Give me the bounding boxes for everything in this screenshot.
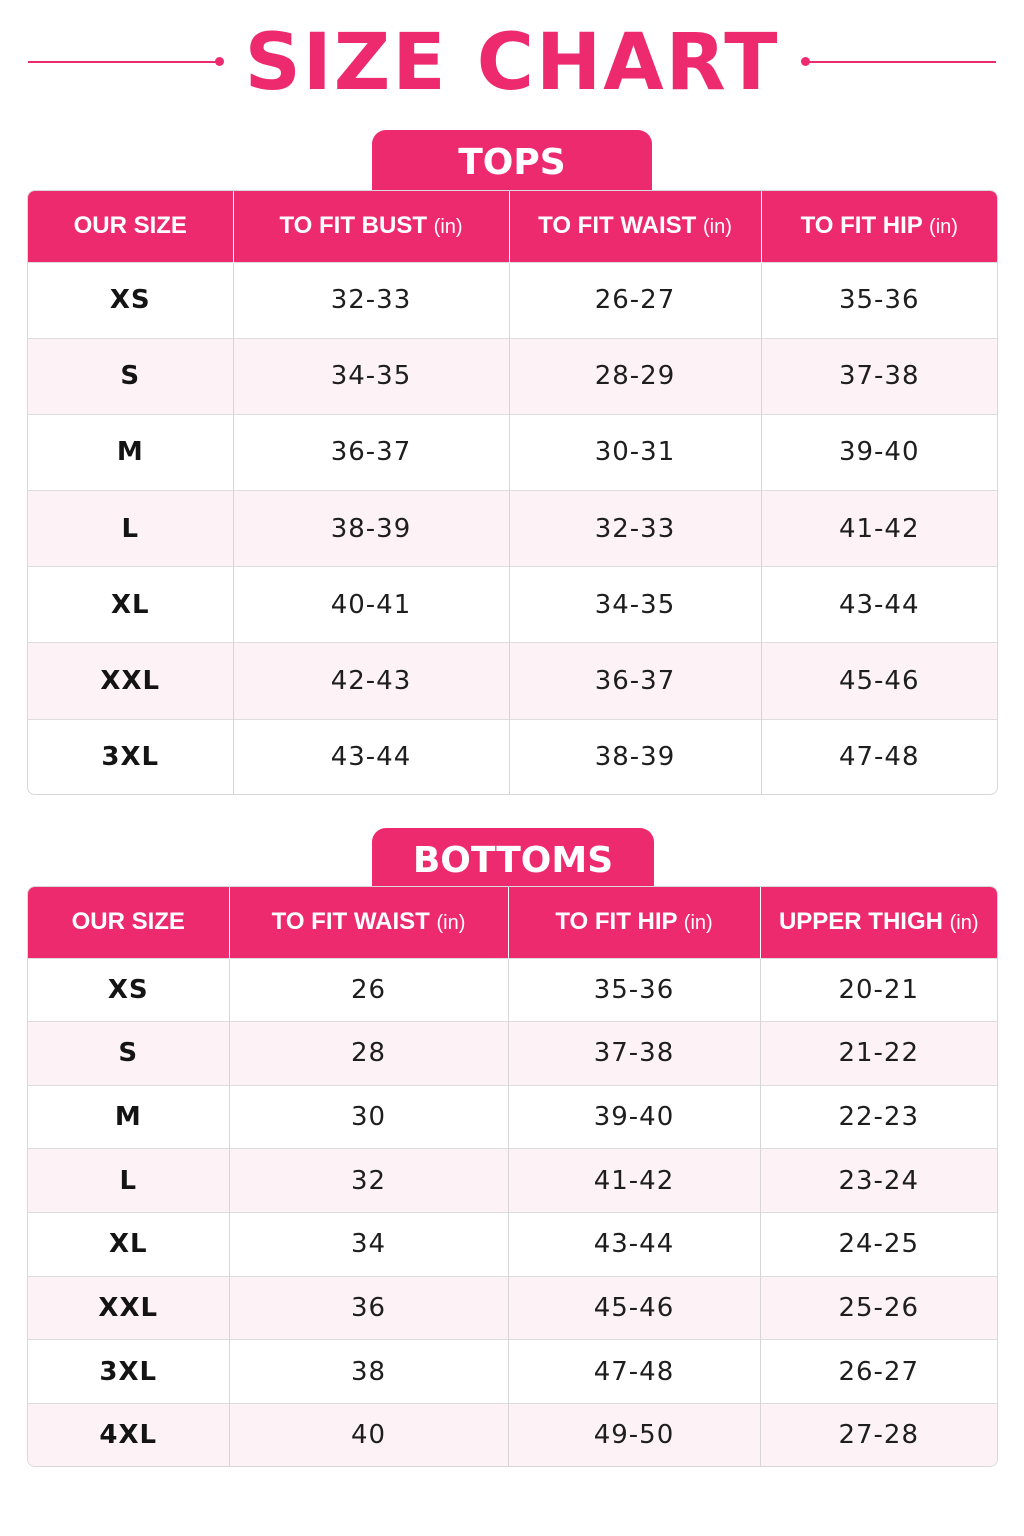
size-label-cell: 3XL [28,719,233,794]
title-divider-right [806,61,996,63]
tops-header-row [28,191,997,262]
measurement-cell: 40-41 [233,567,509,643]
measurement-cell: 32-33 [233,262,509,338]
measurement-cell: 47-48 [508,1340,760,1404]
table-row [28,1340,997,1404]
size-label-cell: XS [28,262,233,338]
tops-section-label: TOPS [372,130,652,192]
bottoms-section-label: BOTTOMS [372,828,654,888]
table-row [28,1403,997,1466]
measurement-cell: 38 [229,1340,508,1404]
header-unit: (in) [949,912,979,935]
measurement-cell: 34-35 [509,567,761,643]
size-label-cell: S [28,338,233,414]
table-row [28,1213,997,1277]
measurement-cell: 41-42 [761,491,997,567]
measurement-cell: 38-39 [509,719,761,794]
title-banner [0,14,1024,114]
measurement-cell: 30-31 [509,414,761,490]
measurement-cell: 43-44 [761,567,997,643]
tops-header-cell [233,191,509,262]
header-label: TO FIT WAIST [538,212,697,240]
tops-table-body [28,262,997,794]
measurement-cell: 36-37 [509,643,761,719]
table-row [28,338,997,414]
table-row [28,414,997,490]
bottoms-size-table [27,886,998,1467]
measurement-cell: 26-27 [760,1340,997,1404]
measurement-cell: 40 [229,1403,508,1466]
measurement-cell: 36 [229,1276,508,1340]
measurement-cell: 27-28 [760,1403,997,1466]
measurement-cell: 37-38 [508,1022,760,1086]
tops-header-cell [28,191,233,262]
measurement-cell: 39-40 [761,414,997,490]
header-label: OUR SIZE [73,212,187,240]
bottoms-table-body [28,958,997,1466]
measurement-cell: 26-27 [509,262,761,338]
measurement-cell: 45-46 [761,643,997,719]
measurement-cell: 36-37 [233,414,509,490]
measurement-cell: 32-33 [509,491,761,567]
measurement-cell: 25-26 [760,1276,997,1340]
table-row [28,1085,997,1149]
size-label-cell: 3XL [28,1340,229,1404]
header-label: TO FIT WAIST [271,908,430,936]
measurement-cell: 47-48 [761,719,997,794]
measurement-cell: 39-40 [508,1085,760,1149]
measurement-cell: 41-42 [508,1149,760,1213]
size-label-cell: XL [28,567,233,643]
table-row [28,719,997,794]
header-unit: (in) [433,216,463,239]
size-label-cell: XXL [28,643,233,719]
header-label: TO FIT HIP [800,212,923,240]
page-title: SIZE CHART [244,18,780,108]
measurement-cell: 43-44 [233,719,509,794]
table-row [28,1276,997,1340]
bottoms-header-cell [508,887,760,958]
size-label-cell: L [28,491,233,567]
measurement-cell: 34-35 [233,338,509,414]
measurement-cell: 45-46 [508,1276,760,1340]
measurement-cell: 28 [229,1022,508,1086]
table-row [28,958,997,1022]
size-label-cell: L [28,1149,229,1213]
table-row [28,1149,997,1213]
size-label-cell: XS [28,958,229,1022]
measurement-cell: 34 [229,1213,508,1277]
size-label-cell: S [28,1022,229,1086]
measurement-cell: 35-36 [508,958,760,1022]
table-row [28,643,997,719]
header-unit: (in) [436,912,466,935]
measurement-cell: 23-24 [760,1149,997,1213]
tops-header-cell [509,191,761,262]
table-row [28,1022,997,1086]
measurement-cell: 37-38 [761,338,997,414]
bottoms-header-cell [28,887,229,958]
header-unit: (in) [683,912,713,935]
measurement-cell: 26 [229,958,508,1022]
size-label-cell: 4XL [28,1403,229,1466]
header-unit: (in) [929,216,958,239]
header-label: OUR SIZE [71,908,185,936]
bottoms-header-row [28,887,997,958]
bottoms-header-cell [760,887,997,958]
table-row [28,491,997,567]
table-row [28,567,997,643]
measurement-cell: 32 [229,1149,508,1213]
header-unit: (in) [703,216,732,239]
measurement-cell: 42-43 [233,643,509,719]
measurement-cell: 22-23 [760,1085,997,1149]
measurement-cell: 49-50 [508,1403,760,1466]
size-label-cell: M [28,1085,229,1149]
size-label-cell: XL [28,1213,229,1277]
table-row [28,262,997,338]
measurement-cell: 35-36 [761,262,997,338]
bottoms-header-cell [229,887,508,958]
measurement-cell: 20-21 [760,958,997,1022]
measurement-cell: 30 [229,1085,508,1149]
measurement-cell: 21-22 [760,1022,997,1086]
tops-header-cell [761,191,997,262]
measurement-cell: 38-39 [233,491,509,567]
header-label: TO FIT BUST [279,212,427,240]
size-label-cell: XXL [28,1276,229,1340]
size-label-cell: M [28,414,233,490]
measurement-cell: 43-44 [508,1213,760,1277]
header-label: TO FIT HIP [555,908,678,936]
tops-size-table [27,190,998,795]
measurement-cell: 24-25 [760,1213,997,1277]
measurement-cell: 28-29 [509,338,761,414]
header-label: UPPER THIGH [778,908,943,936]
